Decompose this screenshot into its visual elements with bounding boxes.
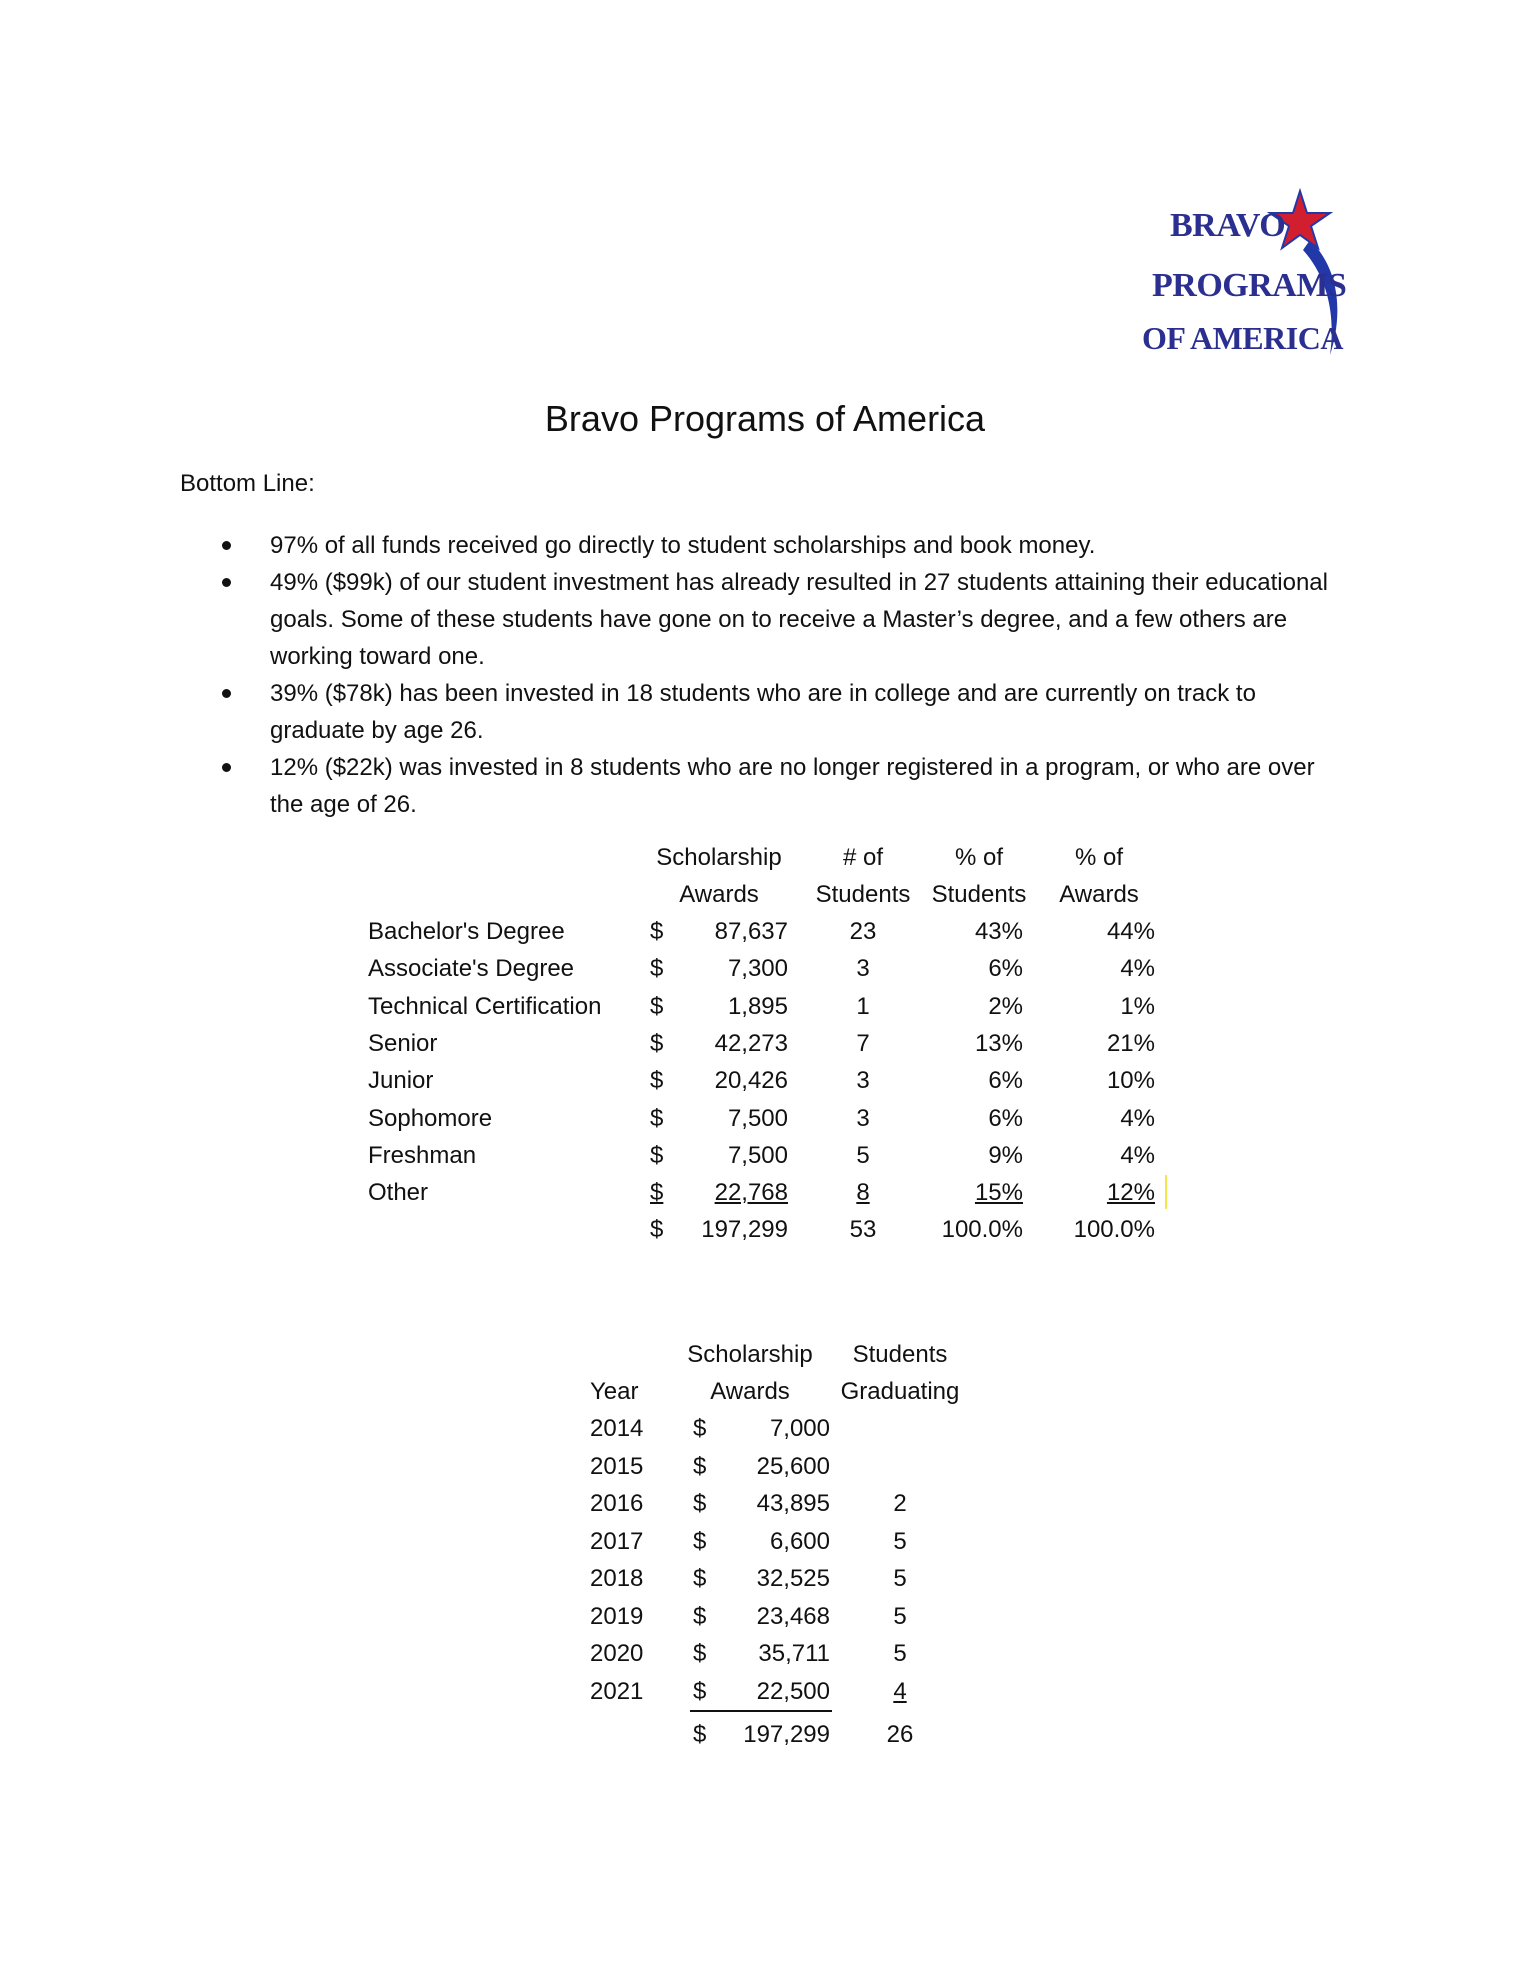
row-amount: 43,895 — [756, 1490, 830, 1517]
bullet-dot-icon — [222, 541, 231, 550]
row-graduating: 2 — [893, 1490, 907, 1517]
row-students: 23 — [849, 918, 877, 945]
row-students: 3 — [856, 1104, 870, 1132]
bullet-item — [222, 527, 1352, 564]
row-currency: $ — [650, 1067, 664, 1095]
row-year: 2017 — [590, 1527, 644, 1555]
header-pct-students-line-2: Students — [931, 881, 1027, 908]
page-title: Bravo Programs of America — [544, 398, 986, 439]
bullet-text: 49% ($99k) of our student investment has already resulted in 27 students attaining their educational goals. Some of these students have gone on to receive a Master’s degree, and a few others are working toward one. — [270, 569, 1328, 670]
row-amount: 22,500 — [756, 1677, 830, 1705]
total-amount: 197,299 — [701, 1216, 788, 1244]
row-amount: 32,525 — [756, 1565, 830, 1592]
row-amount: 42,273 — [714, 1029, 788, 1057]
row-students: 5 — [856, 1141, 870, 1169]
row-year: 2018 — [590, 1565, 644, 1592]
row-currency: $ — [693, 1640, 707, 1667]
row-label: Junior — [368, 1067, 434, 1095]
row-currency: $ — [693, 1527, 707, 1555]
header-year: Year — [590, 1378, 639, 1405]
total-pct-awards: 100.0% — [1073, 1216, 1155, 1244]
row-pct-awards: 21% — [1106, 1029, 1155, 1057]
row-currency: $ — [693, 1602, 707, 1630]
row-amount: 25,600 — [756, 1452, 830, 1480]
bullet-text: 97% of all funds received go directly to student scholarships and book money. — [270, 532, 1096, 559]
header-awards-line-1: Scholarship — [687, 1341, 813, 1368]
row-students: 3 — [856, 955, 870, 983]
row-amount: 1,895 — [727, 992, 788, 1020]
row-pct-students: 43% — [974, 918, 1023, 945]
row-currency: $ — [650, 1179, 664, 1207]
header-awards-line-2: Awards — [679, 881, 759, 908]
row-students: 7 — [856, 1029, 870, 1057]
row-amount: 7,500 — [727, 1104, 788, 1132]
row-pct-awards: 44% — [1106, 918, 1155, 945]
header-awards-line-2: Awards — [710, 1378, 790, 1405]
row-pct-students: 9% — [988, 1141, 1023, 1169]
total-pct-students: 100.0% — [941, 1216, 1023, 1244]
row-pct-awards: 10% — [1106, 1067, 1155, 1095]
bullet-dot-icon — [222, 689, 231, 698]
row-amount: 22,768 — [714, 1179, 788, 1207]
row-pct-awards: 4% — [1120, 955, 1155, 983]
row-amount: 7,500 — [727, 1141, 788, 1169]
row-pct-students: 15% — [974, 1179, 1023, 1207]
row-label: Sophomore — [368, 1104, 493, 1132]
header-students-line-2: Students — [815, 881, 911, 908]
row-pct-students: 6% — [988, 955, 1023, 983]
row-pct-awards: 1% — [1120, 992, 1155, 1020]
row-label: Bachelor's Degree — [368, 918, 565, 945]
row-year: 2014 — [590, 1415, 644, 1442]
row-amount: 7,300 — [727, 955, 788, 983]
row-graduating: 5 — [893, 1527, 907, 1555]
row-pct-awards: 4% — [1120, 1141, 1155, 1169]
row-amount: 7,000 — [769, 1415, 830, 1442]
total-graduating: 26 — [886, 1721, 914, 1748]
total-amount: 197,299 — [743, 1721, 830, 1748]
row-year: 2020 — [590, 1640, 644, 1667]
row-pct-awards: 4% — [1120, 1104, 1155, 1132]
row-label: Freshman — [368, 1141, 477, 1169]
row-students: 1 — [856, 992, 870, 1020]
total-currency: $ — [650, 1216, 664, 1244]
row-currency: $ — [693, 1490, 707, 1517]
row-currency: $ — [693, 1565, 707, 1592]
row-pct-awards: 12% — [1106, 1179, 1155, 1207]
bottom-line-label: Bottom Line: — [180, 470, 315, 497]
row-graduating: 5 — [893, 1565, 907, 1592]
total-rule — [690, 1710, 832, 1712]
row-currency: $ — [650, 1104, 664, 1132]
row-graduating: 5 — [893, 1640, 907, 1667]
row-currency: $ — [650, 1029, 664, 1057]
logo-text-line-2: PROGRAMS — [1152, 267, 1347, 304]
row-currency: $ — [693, 1415, 707, 1442]
header-students-line-1: # of — [842, 844, 884, 871]
row-students: 3 — [856, 1067, 870, 1095]
row-amount: 20,426 — [714, 1067, 788, 1095]
row-graduating: 4 — [893, 1677, 907, 1705]
row-label: Other — [368, 1179, 429, 1207]
bullet-item — [222, 675, 1352, 749]
header-pct-students-line-1: % of — [954, 844, 1004, 871]
row-pct-students: 6% — [988, 1067, 1023, 1095]
row-label: Technical Certification — [368, 992, 602, 1020]
organization-logo — [1140, 185, 1350, 360]
row-year: 2015 — [590, 1452, 644, 1480]
row-pct-students: 2% — [988, 992, 1023, 1020]
row-amount: 6,600 — [769, 1527, 830, 1555]
row-pct-students: 13% — [974, 1029, 1023, 1057]
row-currency: $ — [693, 1677, 707, 1705]
row-currency: $ — [650, 1141, 664, 1169]
bullet-text: 12% ($22k) was invested in 8 students who are no longer registered in a program, or who are over the age of 26. — [270, 754, 1315, 818]
logo-text-line-3: OF AMERICA — [1142, 320, 1343, 356]
logo-text-line-1: BRAVO — [1170, 207, 1286, 244]
bullet-dot-icon — [222, 763, 231, 772]
row-currency: $ — [650, 992, 664, 1020]
header-awards-line-1: Scholarship — [656, 844, 782, 871]
highlight-mark — [1165, 1175, 1167, 1209]
row-year: 2019 — [590, 1602, 644, 1630]
bullet-dot-icon — [222, 578, 231, 587]
total-students: 53 — [849, 1216, 877, 1244]
header-pct-awards-line-1: % of — [1074, 844, 1124, 871]
row-currency: $ — [650, 918, 664, 945]
row-amount: 23,468 — [756, 1602, 830, 1630]
bullet-item — [222, 564, 1352, 675]
bullet-item — [222, 749, 1352, 823]
total-currency: $ — [693, 1721, 707, 1748]
row-amount: 35,711 — [758, 1640, 830, 1667]
row-currency: $ — [693, 1452, 707, 1480]
header-grad-line-1: Students — [852, 1341, 948, 1368]
row-label: Associate's Degree — [368, 955, 575, 983]
row-pct-students: 6% — [988, 1104, 1023, 1132]
row-label: Senior — [368, 1029, 438, 1057]
row-currency: $ — [650, 955, 664, 983]
header-pct-awards-line-2: Awards — [1059, 881, 1139, 908]
header-grad-line-2: Graduating — [840, 1378, 960, 1405]
row-year: 2016 — [590, 1490, 644, 1517]
row-students: 8 — [856, 1179, 870, 1207]
row-year: 2021 — [590, 1677, 644, 1705]
row-amount: 87,637 — [714, 918, 788, 945]
bullet-text: 39% ($78k) has been invested in 18 students who are in college and are currently on track to graduate by age 26. — [270, 680, 1256, 744]
bullet-list — [222, 527, 1352, 823]
row-graduating: 5 — [893, 1602, 907, 1630]
